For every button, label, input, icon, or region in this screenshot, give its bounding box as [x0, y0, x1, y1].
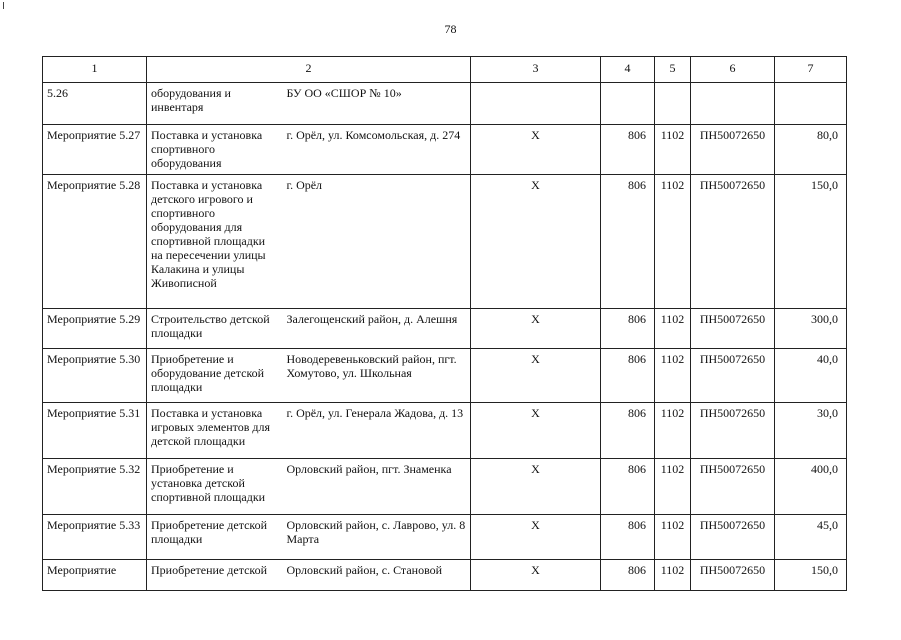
- measure-address: Залегощенский район, д. Алешня: [283, 309, 471, 349]
- measures-table: [42, 56, 847, 591]
- col6-target-code: ПН50072650: [691, 175, 775, 309]
- col3-mark: X: [471, 349, 601, 403]
- col4-code: 806: [601, 403, 655, 459]
- col7-amount: 400,0: [775, 459, 847, 515]
- header-cell-4: 4: [601, 57, 655, 83]
- measure-description: Поставка и установка спортивного оборудования: [147, 125, 283, 175]
- col6-target-code: ПН50072650: [691, 309, 775, 349]
- header-cell-1: 1: [43, 57, 147, 83]
- col5-code: 1102: [655, 309, 691, 349]
- measure-id: Мероприятие 5.32: [43, 459, 147, 515]
- measure-address: г. Орёл: [283, 175, 471, 309]
- col5-code: [655, 83, 691, 125]
- col6-target-code: ПН50072650: [691, 403, 775, 459]
- table-body: [43, 57, 847, 591]
- col3-mark: X: [471, 309, 601, 349]
- col4-code: 806: [601, 309, 655, 349]
- table-row: [43, 560, 847, 591]
- col3-mark: X: [471, 175, 601, 309]
- col6-target-code: ПН50072650: [691, 125, 775, 175]
- measure-address: г. Орёл, ул. Генерала Жадова, д. 13: [283, 403, 471, 459]
- header-cell-5: 5: [655, 57, 691, 83]
- table-row: [43, 83, 847, 125]
- measure-description: Приобретение детской площадки: [147, 515, 283, 560]
- col7-amount: 150,0: [775, 175, 847, 309]
- measure-description: Поставка и установка детского игрового и спортивного оборудования для спортивной площадки на пересечении улицы Калакина и улицы Живописной: [147, 175, 283, 309]
- measure-description: Строительство детской площадки: [147, 309, 283, 349]
- corner-mark: [3, 2, 4, 9]
- measure-address: БУ ОО «СШОР № 10»: [283, 83, 471, 125]
- measure-id: Мероприятие 5.27: [43, 125, 147, 175]
- col5-code: 1102: [655, 125, 691, 175]
- measure-description: оборудования и инвентаря: [147, 83, 283, 125]
- col4-code: 806: [601, 560, 655, 591]
- measure-description: Приобретение и установка детской спортивной площадки: [147, 459, 283, 515]
- col5-code: 1102: [655, 515, 691, 560]
- col7-amount: 30,0: [775, 403, 847, 459]
- col7-amount: [775, 83, 847, 125]
- measure-address: Орловский район, с. Становой: [283, 560, 471, 591]
- col5-code: 1102: [655, 175, 691, 309]
- col6-target-code: [691, 83, 775, 125]
- col5-code: 1102: [655, 349, 691, 403]
- table-row: [43, 175, 847, 309]
- col3-mark: X: [471, 560, 601, 591]
- col4-code: 806: [601, 175, 655, 309]
- col4-code: 806: [601, 459, 655, 515]
- col4-code: [601, 83, 655, 125]
- col7-amount: 80,0: [775, 125, 847, 175]
- col3-mark: X: [471, 125, 601, 175]
- table-row: [43, 403, 847, 459]
- col5-code: 1102: [655, 459, 691, 515]
- col5-code: 1102: [655, 403, 691, 459]
- measure-id: Мероприятие 5.29: [43, 309, 147, 349]
- col7-amount: 300,0: [775, 309, 847, 349]
- col3-mark: X: [471, 515, 601, 560]
- measure-address: Орловский район, с. Лаврово, ул. 8 Марта: [283, 515, 471, 560]
- col3-mark: X: [471, 403, 601, 459]
- header-cell-7: 7: [775, 57, 847, 83]
- measure-id: Мероприятие: [43, 560, 147, 591]
- measure-id: 5.26: [43, 83, 147, 125]
- measure-id: Мероприятие 5.31: [43, 403, 147, 459]
- col3-mark: [471, 83, 601, 125]
- col6-target-code: ПН50072650: [691, 459, 775, 515]
- col6-target-code: ПН50072650: [691, 349, 775, 403]
- measure-id: Мероприятие 5.30: [43, 349, 147, 403]
- col6-target-code: ПН50072650: [691, 515, 775, 560]
- col3-mark: X: [471, 459, 601, 515]
- measure-address: Новодеревеньковский район, пгт. Хомутово, ул. Школьная: [283, 349, 471, 403]
- table-row: [43, 459, 847, 515]
- measure-description: Поставка и установка игровых элементов для детской площадки: [147, 403, 283, 459]
- col4-code: 806: [601, 125, 655, 175]
- col5-code: 1102: [655, 560, 691, 591]
- col7-amount: 40,0: [775, 349, 847, 403]
- table-row: [43, 349, 847, 403]
- measure-id: Мероприятие 5.33: [43, 515, 147, 560]
- col4-code: 806: [601, 349, 655, 403]
- measure-id: Мероприятие 5.28: [43, 175, 147, 309]
- header-cell-2: 2: [147, 57, 471, 83]
- table-row: [43, 125, 847, 175]
- measure-description: Приобретение детской: [147, 560, 283, 591]
- col4-code: 806: [601, 515, 655, 560]
- table-row: [43, 515, 847, 560]
- header-cell-6: 6: [691, 57, 775, 83]
- page-number: 78: [444, 22, 457, 36]
- measure-address: Орловский район, пгт. Знаменка: [283, 459, 471, 515]
- col7-amount: 45,0: [775, 515, 847, 560]
- col6-target-code: ПН50072650: [691, 560, 775, 591]
- measure-description: Приобретение и оборудование детской площадки: [147, 349, 283, 403]
- measure-address: г. Орёл, ул. Комсомольская, д. 274: [283, 125, 471, 175]
- table-row: [43, 309, 847, 349]
- header-row: [43, 57, 847, 83]
- header-cell-3: 3: [471, 57, 601, 83]
- col7-amount: 150,0: [775, 560, 847, 591]
